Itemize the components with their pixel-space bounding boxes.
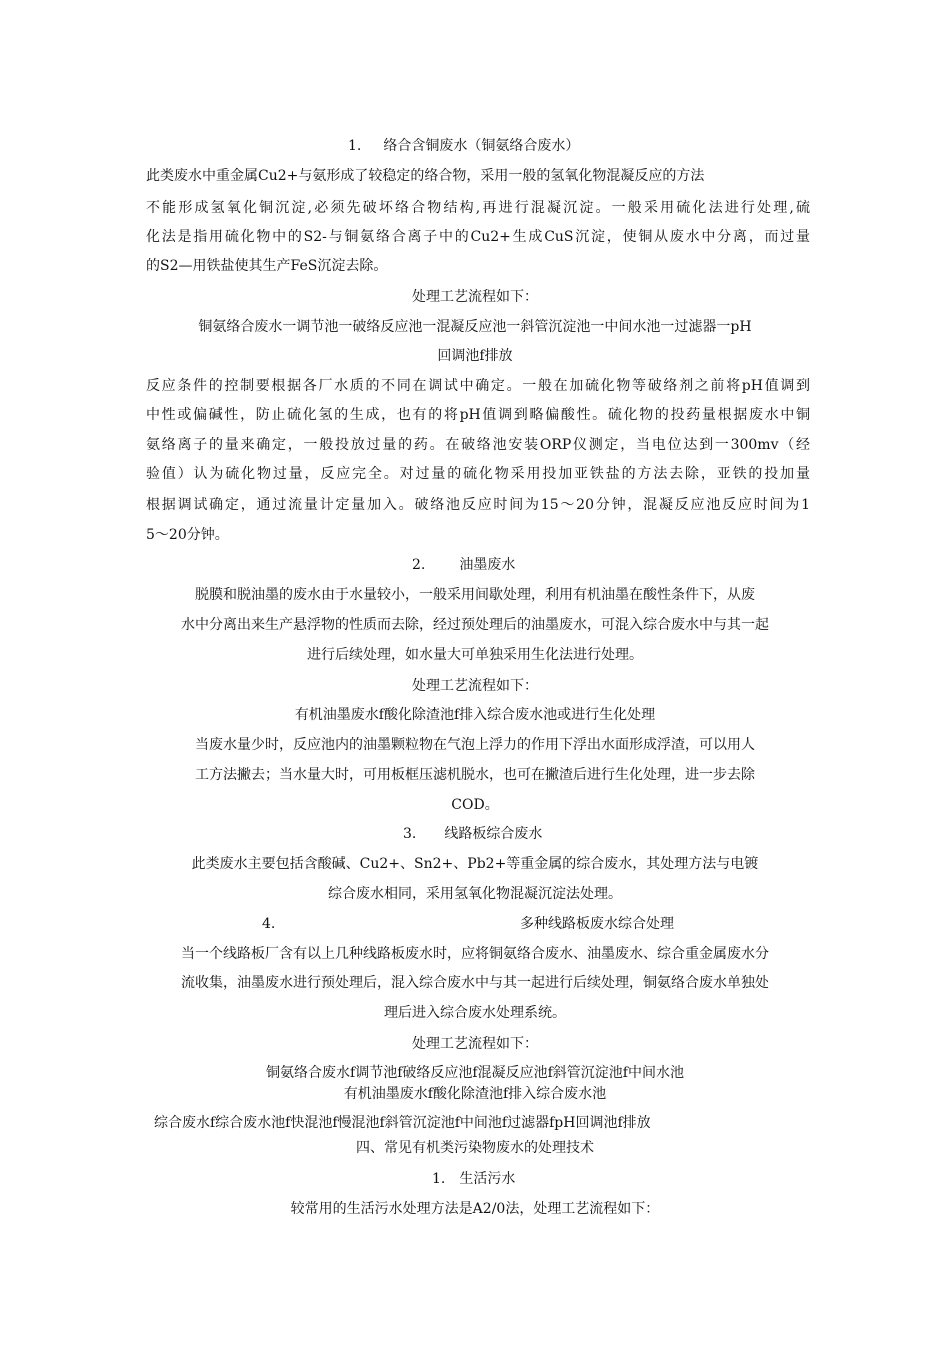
s3-para1-line2: 综合废水相同，采用氢氧化物混凝沉淀法处理。 xyxy=(328,886,622,902)
s1-flow-title: 处理工艺流程如下： xyxy=(412,289,538,305)
section-1-title: 络合含铜废水（铜氨络合废水） xyxy=(383,138,580,154)
section-2-heading xyxy=(412,555,515,575)
s1-flow-line1: 铜氨络合废水一调节池一破络反应池一混凝反应池一斜管沉淀池一中间水池一过滤器一pH xyxy=(198,319,752,335)
s1-para2-line6: 5〜20分钟。 xyxy=(146,527,229,543)
s5-para: 较常用的生活污水处理方法是A2/0法，处理工艺流程如下： xyxy=(290,1201,660,1217)
s2-para1-line3: 进行后续处理，如水量大可单独采用生化法进行处理。 xyxy=(307,647,643,663)
s1-para1-line4: 的S2—用铁盐使其生产FeS沉淀去除。 xyxy=(146,258,388,274)
s4-para1-line2: 流收集，油墨废水进行预处理后，混入综合废水中与其一起进行后续处理，铜氨络合废水单独处 xyxy=(181,975,769,991)
section-1-number: 1. xyxy=(348,138,362,154)
section-2-title: 油墨废水 xyxy=(459,557,516,573)
s1-para2-line5: 根据调试确定，通过流量计定量加入。破络池反应时间为15〜20分钟，混凝反应池反应时间为1 xyxy=(146,497,810,513)
s1-para1-line3: 化法是指用硫化物中的S2-与铜氨络合离子中的Cu2+生成CuS沉淀，使铜从废水中分离，而过量 xyxy=(146,229,810,245)
subsection-1-title: 生活污水 xyxy=(459,1171,516,1187)
section-3-heading xyxy=(403,824,542,844)
subsection-1-number: 1. xyxy=(432,1171,446,1187)
s4-flow-line1: 铜氨络合废水f调节池f破络反应池f混凝反应池f斜管沉淀池f中间水池 xyxy=(266,1065,684,1081)
s2-para2-line2: 工方法撇去；当水量大时，可用板框压滤机脱水，也可在撇渣后进行生化处理，进一步去除 xyxy=(195,767,755,783)
s1-para2-line4: 验值）认为硫化物过量，反应完全。对过量的硫化物采用投加亚铁盐的方法去除，亚铁的投加量 xyxy=(146,466,810,482)
s1-para2-line1: 反应条件的控制要根据各厂水质的不同在调试中确定。一般在加硫化物等破络剂之前将pH值调到 xyxy=(146,378,810,394)
s2-para1-line2: 水中分离出来生产悬浮物的性质而去除，经过预处理后的油墨废水，可混入综合废水中与其一起 xyxy=(181,617,769,633)
s1-flow-line2: 回调池f排放 xyxy=(437,348,513,364)
s4-para1-line3: 理后进入综合废水处理系统。 xyxy=(384,1005,566,1021)
subsection-1-heading xyxy=(432,1169,515,1189)
s3-para1-line1: 此类废水主要包括含酸碱、Cu2+、Sn2+、Pb2+等重金属的综合废水，其处理方法与电镀 xyxy=(191,856,759,872)
section-3-title: 线路板综合废水 xyxy=(444,826,543,842)
s1-para1-line1: 此类废水中重金属Cu2+与氨形成了较稳定的络合物，采用一般的氢氧化物混凝反应的方法 xyxy=(146,168,705,184)
section-2-number: 2. xyxy=(412,557,426,573)
part-4-heading: 四、常见有机类污染物废水的处理技术 xyxy=(356,1140,594,1156)
section-4-number: 4. xyxy=(262,916,276,932)
s4-flow-line2: 有机油墨废水f酸化除渣池f排入综合废水池 xyxy=(343,1086,607,1102)
section-1-heading xyxy=(348,136,579,156)
s2-flow-title: 处理工艺流程如下： xyxy=(412,678,538,694)
s4-flow-title: 处理工艺流程如下： xyxy=(412,1036,538,1052)
section-4-title: 多种线路板废水综合处理 xyxy=(520,916,674,932)
s1-para2-line3: 氨络离子的量来确定，一般投放过量的药。在破络池安装ORP仪测定，当电位达到一300mv（经 xyxy=(146,437,810,453)
s2-para2-line3: COD。 xyxy=(451,797,499,813)
s2-flow-line: 有机油墨废水f酸化除渣池f排入综合废水池或进行生化处理 xyxy=(294,707,656,723)
s4-flow-line3: 综合废水f综合废水池f快混池f慢混池f斜管沉淀池f中间池f过滤器fpH回调池f排放 xyxy=(154,1115,651,1131)
s2-para1-line1: 脱膜和脱油墨的废水由于水量较小，一般采用间歇处理，利用有机油墨在酸性条件下，从废 xyxy=(195,587,755,603)
s4-para1-line1: 当一个线路板厂含有以上几种线路板废水时，应将铜氨络合废水、油墨废水、综合重金属废水分 xyxy=(181,946,769,962)
section-3-number: 3. xyxy=(403,826,417,842)
s1-para1-line2: 不能形成氢氧化铜沉淀,必须先破坏络合物结构,再进行混凝沉淀。一般采用硫化法进行处理,硫 xyxy=(146,200,810,216)
s1-para2-line2: 中性或偏碱性，防止硫化氢的生成，也有的将pH值调到略偏酸性。硫化物的投药量根据废水中铜 xyxy=(146,407,810,423)
s2-para2-line1: 当废水量少时，反应池内的油墨颗粒物在气泡上浮力的作用下浮出水面形成浮渣，可以用人 xyxy=(195,737,755,753)
